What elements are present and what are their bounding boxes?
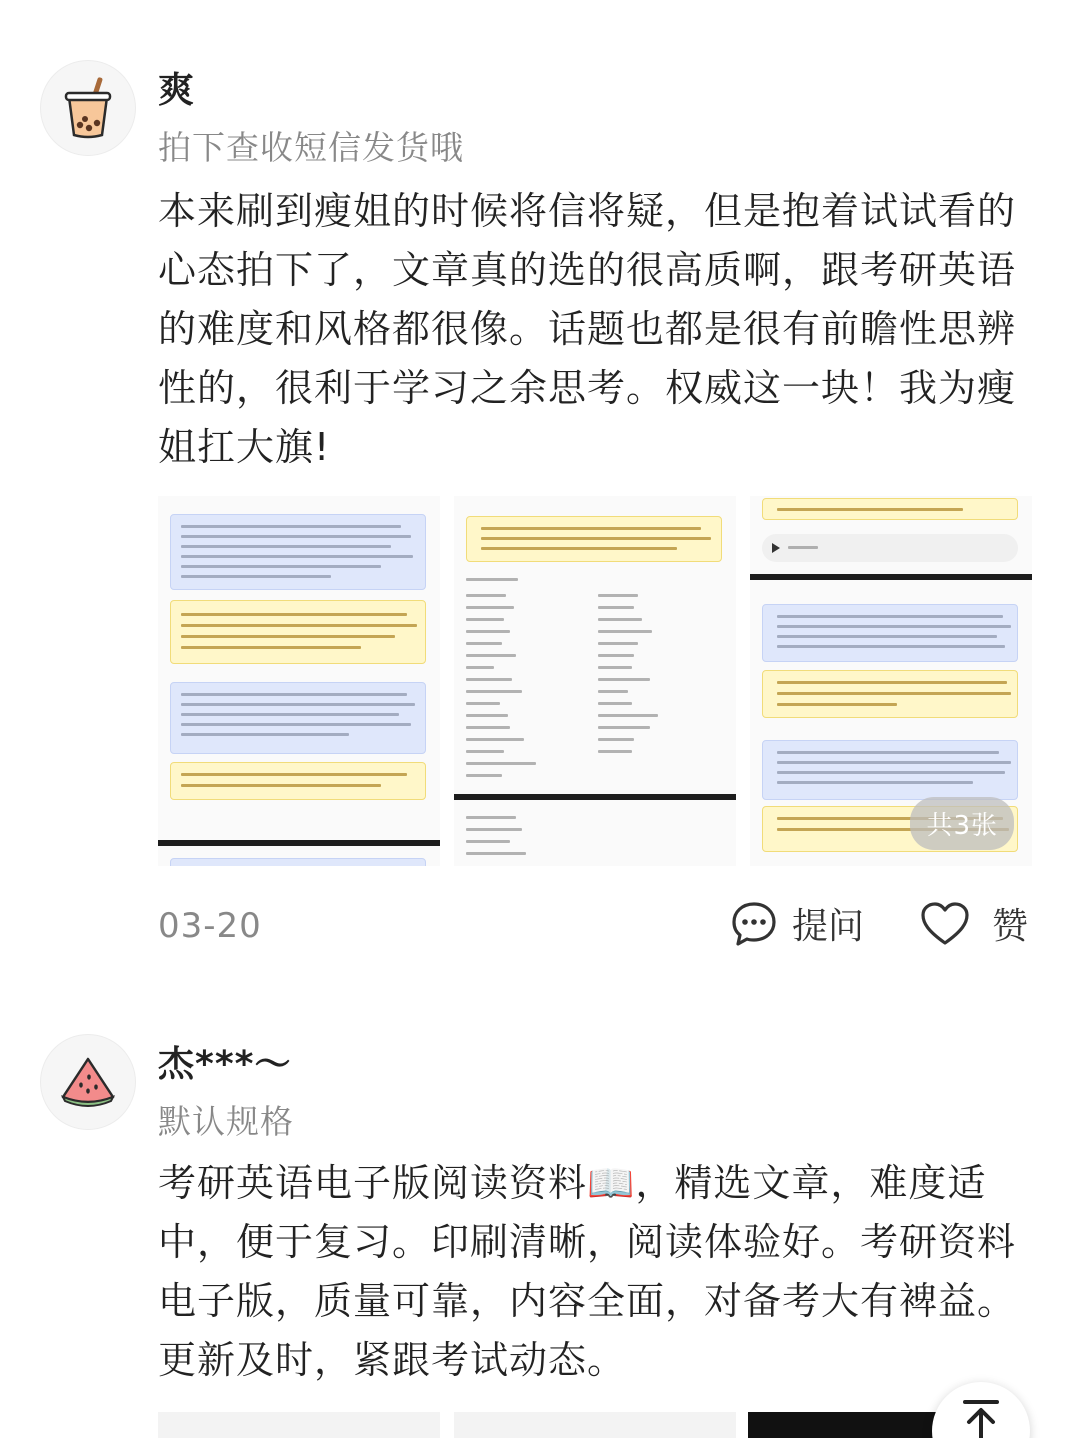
review-text: 本来刷到瘦姐的时候将信将疑，但是抱着试试看的心态拍下了，文章真的选的很高质啊，跟考研英语的难度和风格都很像。话题也都是很有前瞻性思辨性的，很利于学习之余思考。权威这一块！我为瘦姐扛大旗! xyxy=(158,189,1017,469)
image-count-badge: 共3张 xyxy=(910,797,1014,850)
username[interactable]: 杰***～ xyxy=(158,1044,292,1085)
review-meta xyxy=(158,898,1028,958)
avatar[interactable] xyxy=(40,60,136,156)
watermelon-icon xyxy=(57,1051,119,1113)
review-image-1[interactable] xyxy=(158,1412,440,1438)
review-image-1[interactable] xyxy=(158,496,440,866)
review-image-2[interactable] xyxy=(454,496,736,866)
spec-label: 默认规格 xyxy=(158,1102,294,1141)
spec-label: 拍下查收短信发货哦 xyxy=(158,128,464,167)
arrow-up-icon xyxy=(959,1398,1003,1438)
review-date: 03-20 xyxy=(158,906,262,946)
ask-label: 提问 xyxy=(792,906,865,947)
scroll-to-top-button[interactable] xyxy=(932,1382,1030,1438)
review-image-2[interactable] xyxy=(454,1412,736,1438)
review-text: 考研英语电子版阅读资料📖，精选文章，难度适中，便于复习。印刷清晰，阅读体验好。考研资料电子版，质量可靠，内容全面，对备考大有裨益。更新及时，紧跟考试动态。 xyxy=(158,1161,1017,1382)
like-button[interactable] xyxy=(920,898,1028,949)
chat-bubble-icon xyxy=(730,900,778,948)
avatar[interactable] xyxy=(40,1034,136,1130)
username[interactable]: 爽 xyxy=(158,70,196,111)
review-images[interactable] xyxy=(158,496,1032,866)
review-image-3[interactable] xyxy=(748,1412,948,1438)
like-label: 赞 xyxy=(992,906,1029,947)
ask-button[interactable] xyxy=(730,898,864,949)
bubble-tea-icon xyxy=(55,75,121,141)
review-image-3[interactable] xyxy=(750,496,1032,866)
heart-icon xyxy=(920,901,970,947)
